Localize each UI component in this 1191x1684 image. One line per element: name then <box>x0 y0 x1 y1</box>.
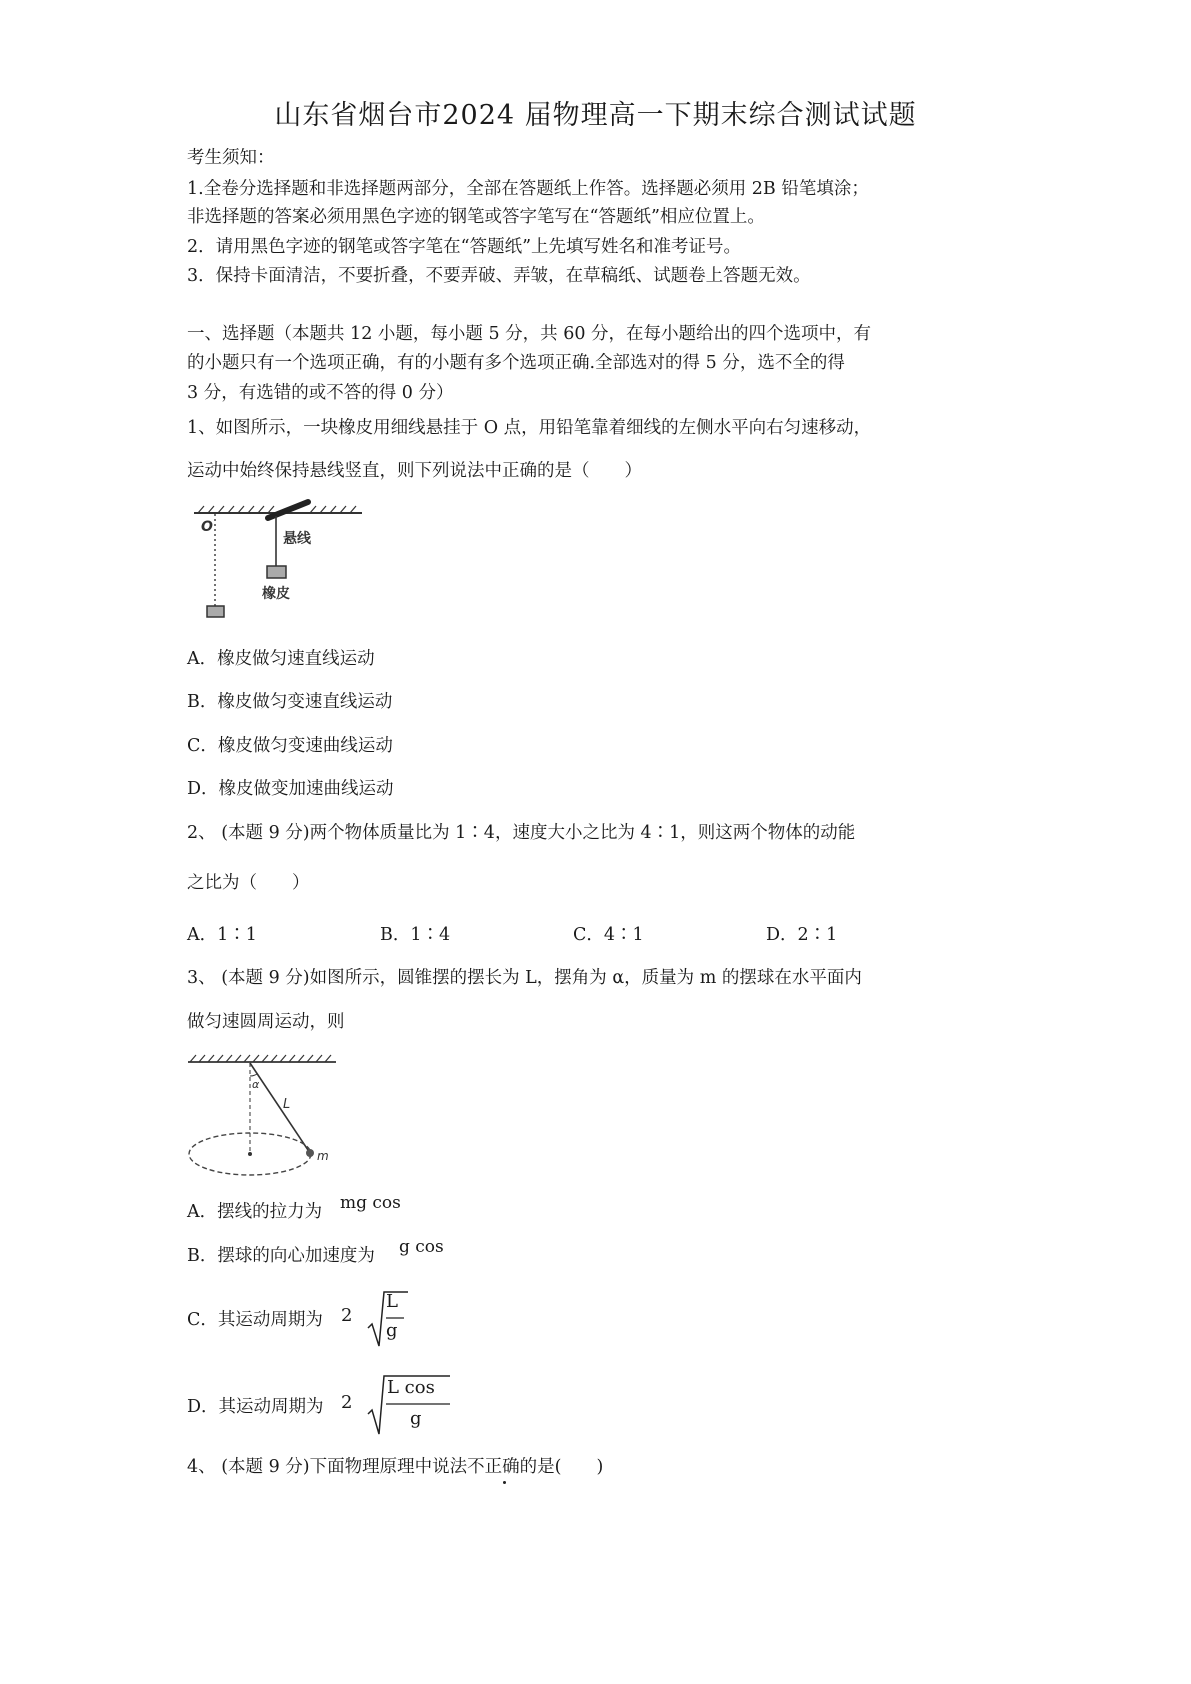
q4-stem-line-1 <box>187 1456 603 1478</box>
notice-line-1: 1.全卷分选择题和非选择题两部分，全部在答题纸上作答。选择题必须用 2B 铅笔填涂； <box>187 179 869 199</box>
q4-stem-text: 4、 (本题 9 分)下面物理原理中说法不 <box>187 1457 485 1477</box>
q3-option-c-denominator: g <box>386 1320 398 1341</box>
q3-figure <box>186 1050 346 1180</box>
q3-option-b: B．摆球的向心加速度为 <box>187 1246 375 1266</box>
q3-option-d-two: 2 <box>341 1392 353 1413</box>
q2-stem-line-2: 之比为（ ） <box>187 873 310 893</box>
q1-figure <box>190 498 370 628</box>
q2-option-c: C．4∶1 <box>573 925 644 945</box>
section-intro-line-3: 3 分，有选错的或不答的得 0 分） <box>187 383 454 403</box>
q2-option-d: D．2∶1 <box>766 925 838 945</box>
q3-figure-label-m: m <box>317 1149 329 1163</box>
q3-option-a-formula: mg cos <box>340 1193 401 1213</box>
page-title: 山东省烟台市2024 届物理高一下期末综合测试试题 <box>274 100 917 131</box>
q2-stem-line-1: 2、 (本题 9 分)两个物体质量比为 1∶4，速度大小之比为 4∶1，则这两个物体的动能 <box>187 823 856 843</box>
q3-option-d-numerator: L cos <box>387 1377 435 1398</box>
q3-option-d-denominator: g <box>410 1408 422 1429</box>
section-intro-line-2: 的小题只有一个选项正确，有的小题有多个选项正确.全部选对的得 5 分，选不全的得 <box>187 353 845 373</box>
q1-stem-line-1: 1、如图所示，一块橡皮用细线悬挂于 O 点，用铅笔靠着细线的左侧水平向右匀速移动， <box>187 418 872 438</box>
q3-option-a: A．摆线的拉力为 <box>187 1202 323 1222</box>
q3-figure-label-alpha: α <box>252 1078 260 1091</box>
q1-option-b: B．橡皮做匀变速直线运动 <box>187 692 393 712</box>
q3-option-b-formula: g cos <box>399 1237 444 1257</box>
notice-line-3: 2．请用黑色字迹的钢笔或答字笔在“答题纸”上先填写姓名和准考证号。 <box>187 237 742 257</box>
section-intro-line-1: 一、选择题（本题共 12 小题，每小题 5 分，共 60 分，在每小题给出的四个选项中，有 <box>187 324 872 344</box>
q3-figure-label-l: L <box>283 1097 291 1112</box>
q3-option-c-numerator: L <box>386 1291 398 1312</box>
q1-option-d: D．橡皮做变加速曲线运动 <box>187 779 394 799</box>
q1-figure-label-o: O <box>201 519 213 535</box>
q3-stem-line-1: 3、 (本题 9 分)如图所示，圆锥摆的摆长为 L，摆角为 α，质量为 m 的摆球在水平面内 <box>187 968 862 988</box>
q1-option-c: C．橡皮做匀变速曲线运动 <box>187 736 393 756</box>
q1-option-a: A．橡皮做匀速直线运动 <box>187 649 375 669</box>
q4-emphasis-dot <box>503 1481 506 1484</box>
q1-stem-line-2: 运动中始终保持悬线竖直，则下列说法中正确的是（ ） <box>187 461 642 481</box>
notice-line-2: 非选择题的答案必须用黑色字迹的钢笔或答字笔写在“答题纸”相应位置上。 <box>187 207 765 227</box>
q2-option-a: A．1∶1 <box>187 925 257 945</box>
q3-stem-line-2: 做匀速圆周运动，则 <box>187 1012 345 1032</box>
notice-heading: 考生须知： <box>187 148 275 168</box>
q2-option-b: B．1∶4 <box>380 925 451 945</box>
q1-figure-label-thread: 悬线 <box>283 531 311 547</box>
q3-option-c: C．其运动周期为 <box>187 1310 323 1330</box>
q3-option-d: D．其运动周期为 <box>187 1397 324 1417</box>
notice-line-4: 3．保持卡面清洁，不要折叠，不要弄破、弄皱，在草稿纸、试题卷上答题无效。 <box>187 266 811 286</box>
q4-stem-rest: 正确的是( ) <box>484 1457 604 1477</box>
q3-option-c-two: 2 <box>341 1305 353 1326</box>
q1-figure-label-eraser: 橡皮 <box>262 586 290 602</box>
